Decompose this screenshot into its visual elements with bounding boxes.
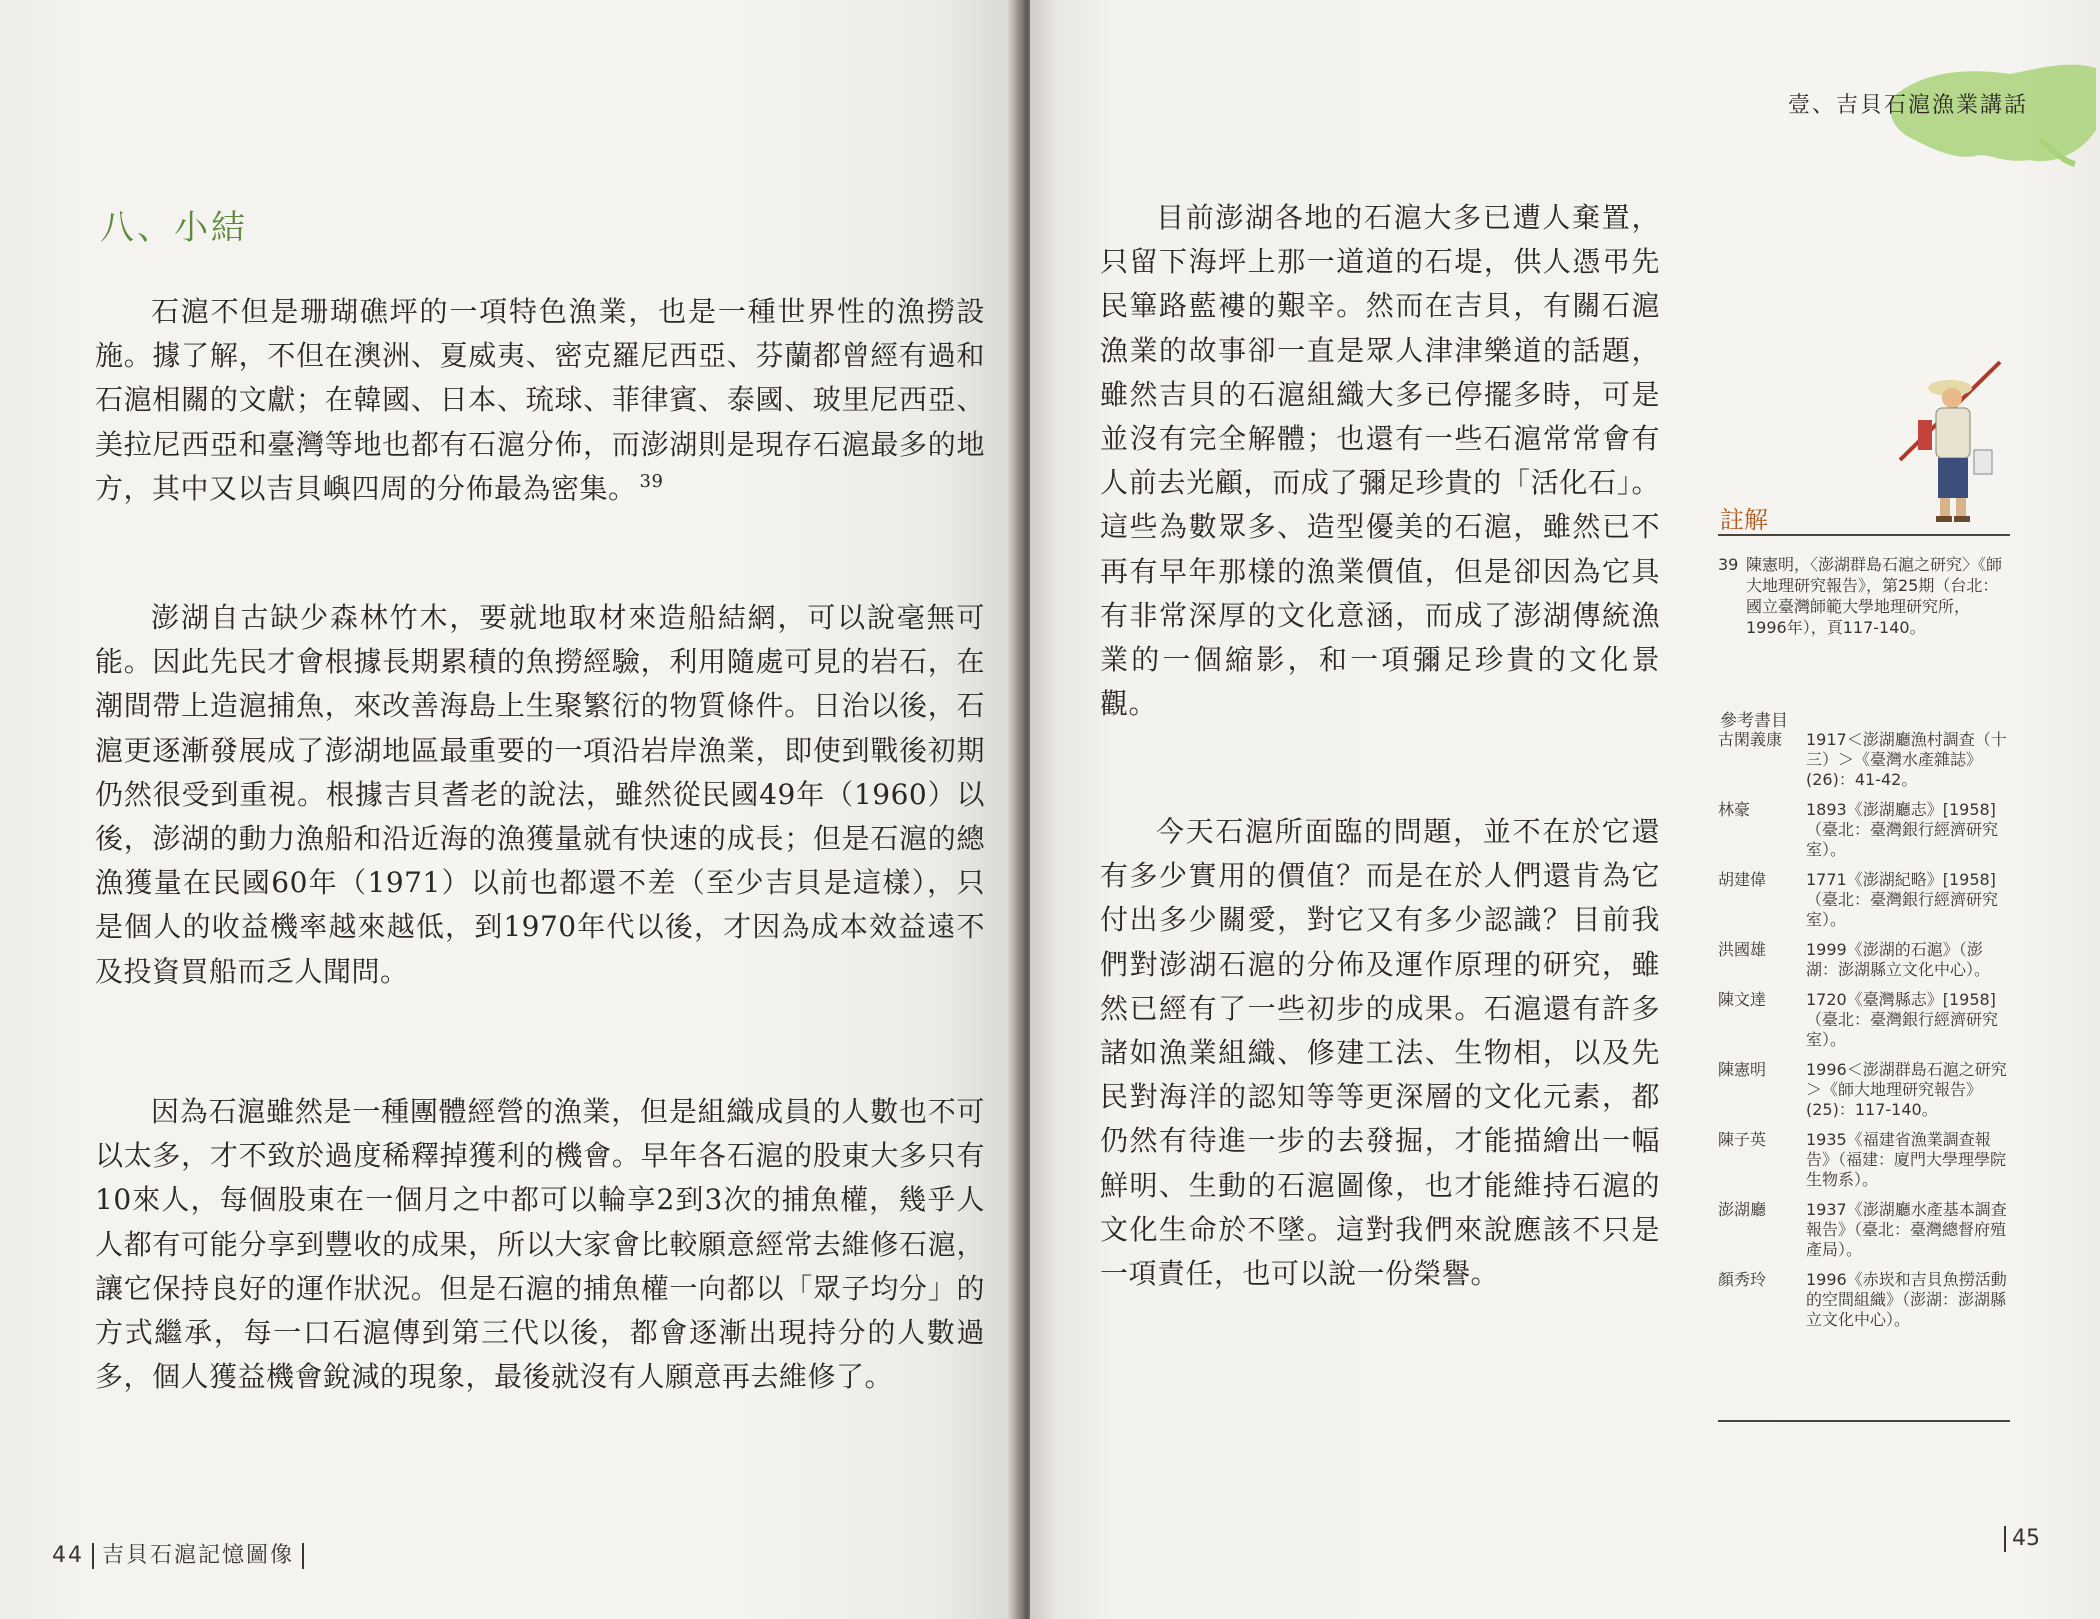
right-paragraph-2 — [1100, 810, 1660, 1296]
references-list — [1718, 730, 2014, 1340]
reference-author: 林豪 — [1718, 800, 1751, 819]
reference-item — [1718, 1270, 2014, 1330]
references-heading: 參考書目 — [1720, 711, 1788, 731]
book-title: 吉貝石滬記憶圖像 — [102, 1543, 295, 1568]
left-paragraph-2 — [95, 596, 985, 994]
reference-entry: 1720《臺灣縣志》[1958]（臺北：臺灣銀行經濟研究室）。 — [1806, 990, 1999, 1049]
reference-entry: 1771《澎湖紀略》[1958]（臺北：臺灣銀行經濟研究室）。 — [1806, 870, 1999, 929]
reference-author: 顏秀玲 — [1718, 1270, 1767, 1289]
footnote-text: 陳憲明，〈澎湖群島石滬之研究〉《師大地理研究報告》，第25期（台北：國立臺灣師範大學地理研究所，1996年），頁117-140。 — [1746, 555, 2003, 637]
reference-item — [1718, 730, 2014, 790]
right-paragraph-1 — [1100, 196, 1660, 726]
reference-entry: 1937《澎湖廳水產基本調查報告》（臺北：臺灣總督府殖產局）。 — [1806, 1200, 2007, 1259]
footnote-39 — [1718, 554, 2010, 638]
folio-divider — [2004, 1526, 2006, 1552]
section-title: 八、小結 — [100, 208, 248, 248]
right-folio — [2004, 1526, 2040, 1552]
chapter-header — [1740, 60, 2100, 170]
reference-author: 陳文達 — [1718, 990, 1767, 1009]
reference-item — [1718, 1130, 2014, 1190]
notes-heading: 註解 — [1720, 506, 1768, 534]
reference-entry: 1996＜澎湖群島石滬之研究＞《師大地理研究報告》(25)：117-140。 — [1806, 1060, 2007, 1119]
reference-item — [1718, 1060, 2014, 1120]
reference-entry: 1996《赤崁和吉貝魚撈活動的空間組織》（澎湖：澎湖縣立文化中心）。 — [1806, 1270, 2007, 1329]
paragraph-text: 澎湖自古缺少森林竹木，要就地取材來造船結網，可以說毫無可能。因此先民才會根據長期累積的魚撈經驗，利用隨處可見的岩石，在潮間帶上造滬捕魚，來改善海島上生聚繁衍的物質條件。日治以後，石滬更逐漸發展成了澎湖地區最重要的一項沿岩岸漁業，即使到戰後初期仍然很受到重視。根據吉貝耆老的說法，雖然從民國49年（1960）以後，澎湖的動力漁船和沿近海的漁獲量就有快速的成長；但是石滬的總漁獲量在民國60年（1971）以前也都還不差（至少吉貝是這樣），只是個人的收益機率越來越低，到1970年代以後，才因為成本效益遠不及投資買船而乏人聞問。 — [95, 601, 985, 988]
paragraph-text: 因為石滬雖然是一種團體經營的漁業，但是組織成員的人數也不可以太多，才不致於過度稀釋掉獲利的機會。早年各石滬的股東大多只有10來人，每個股東在一個月之中都可以輪享2到3次的捕魚權，幾乎人人都有可能分享到豐收的成果，所以大家會比較願意經常去維修石滬，讓它保持良好的運作狀況。但是石滬的捕魚權一向都以「眾子均分」的方式繼承，每一口石滬傳到第三代以後，都會逐漸出現持分的人數過多，個人獲益機會銳減的現象，最後就沒有人願意再去維修了。 — [95, 1095, 985, 1394]
chapter-label: 壹、吉貝石滬漁業講話 — [1787, 93, 2028, 118]
reference-author: 古閑義康 — [1718, 730, 1783, 749]
notes-divider — [1718, 534, 2010, 536]
reference-item — [1718, 870, 2014, 930]
left-folio — [52, 1538, 312, 1569]
reference-item — [1718, 940, 2014, 980]
reference-entry: 1917＜澎湖廳漁村調查（十三）＞《臺灣水產雜誌》(26)：41-42。 — [1806, 730, 2007, 789]
reference-author: 陳憲明 — [1718, 1060, 1767, 1079]
reference-entry: 1999《澎湖的石滬》（澎湖：澎湖縣立文化中心）。 — [1806, 940, 1991, 979]
reference-item — [1718, 1200, 2014, 1260]
folio-divider — [302, 1543, 304, 1569]
reference-entry: 1893《澎湖廳志》[1958]（臺北：臺灣銀行經濟研究室）。 — [1806, 800, 1999, 859]
footnote-number: 39 — [1718, 555, 1739, 574]
page-number: 44 — [52, 1543, 84, 1568]
reference-entry: 1935《福建省漁業調查報告》（福建：廈門大學理學院生物系）。 — [1806, 1130, 2007, 1189]
reference-item — [1718, 800, 2014, 860]
paragraph-text: 目前澎湖各地的石滬大多已遭人棄置，只留下海坪上那一道道的石堤，供人憑弔先民篳路藍褸的艱辛。然而在吉貝，有關石滬漁業的故事卻一直是眾人津津樂道的話題，雖然吉貝的石滬組織大多已停擺多時，可是並沒有完全解體；也還有一些石滬常常會有人前去光顧，而成了彌足珍貴的「活化石」。這些為數眾多、造型優美的石滬，雖然已不再有早年那樣的漁業價值，但是卻因為它具有非常深厚的文化意涵，而成了澎湖傳統漁業的一個縮影，和一項彌足珍貴的文化景觀。 — [1100, 201, 1660, 721]
footnote-ref[interactable]: 39 — [639, 471, 664, 493]
reference-author: 胡建偉 — [1718, 870, 1767, 889]
paragraph-text: 今天石滬所面臨的問題，並不在於它還有多少實用的價值？而是在於人們還肯為它付出多少關愛，對它又有多少認識？目前我們對澎湖石滬的分佈及運作原理的研究，雖然已經有了一些初步的成果。石滬還有許多諸如漁業組織、修建工法、生物相，以及先民對海洋的認知等等更深層的文化元素，都仍然有待進一步的去發掘，才能描繪出一幅鮮明、生動的石滬圖像，也才能維持石滬的文化生命於不墜。這對我們來說應該不只是一項責任，也可以說一份榮譽。 — [1100, 815, 1660, 1291]
folio-divider — [92, 1543, 94, 1569]
page-number: 45 — [2012, 1526, 2040, 1551]
fisherman-illustration — [1890, 360, 2010, 530]
references-divider — [1718, 1420, 2010, 1422]
left-paragraph-3 — [95, 1090, 985, 1399]
reference-author: 澎湖廳 — [1718, 1200, 1767, 1219]
left-paragraph-1 — [95, 290, 985, 511]
paragraph-text: 石滬不但是珊瑚礁坪的一項特色漁業，也是一種世界性的漁撈設施。據了解，不但在澳洲、夏威夷、密克羅尼西亞、芬蘭都曾經有過和石滬相關的文獻；在韓國、日本、琉球、菲律賓、泰國、玻里尼西亞、美拉尼西亞和臺灣等地也都有石滬分佈，而澎湖則是現存石滬最多的地方，其中又以吉貝嶼四周的分佈最為密集。 — [95, 295, 985, 505]
reference-item — [1718, 990, 2014, 1050]
reference-author: 陳子英 — [1718, 1130, 1767, 1149]
reference-author: 洪國雄 — [1718, 940, 1767, 959]
